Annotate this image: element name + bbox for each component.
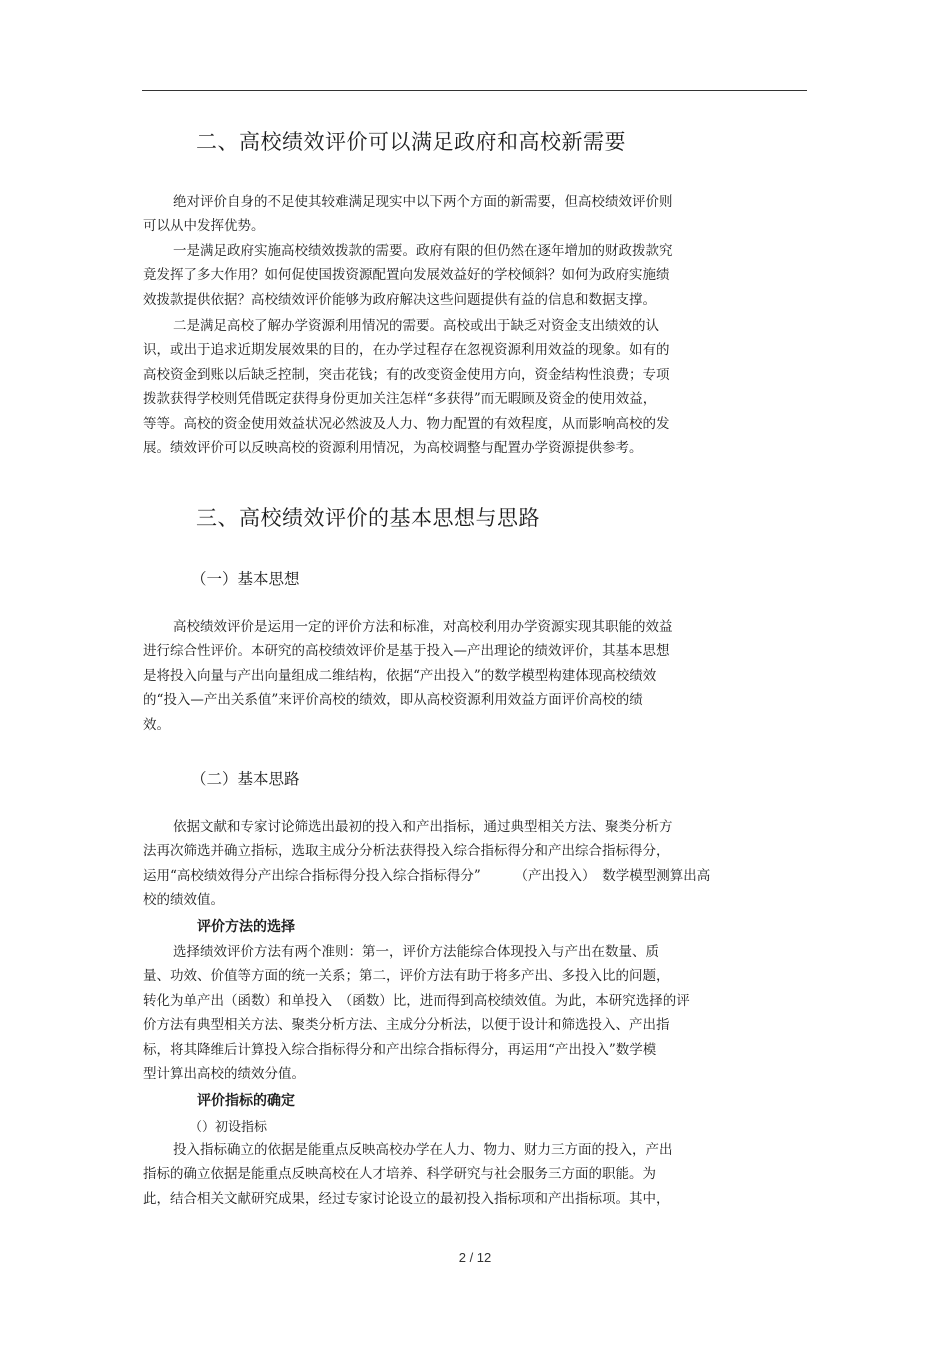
section-2-paragraph-3 xyxy=(143,314,793,460)
text-line: 绝对评价自身的不足使其较难满足现实中以下两个方面的新需要，但高校绩效评价则 xyxy=(173,194,673,210)
indicator-determination-title: 评价指标的确定 xyxy=(197,1093,295,1109)
text-line: 二是满足高校了解办学资源利用情况的需要。高校或出于缺乏对资金支出绩效的认 xyxy=(173,318,659,334)
text-line: 等等。高校的资金使用效益状况必然波及人力、物力配置的有效程度，从而影响高校的发 xyxy=(143,415,670,432)
text-line: 选择绩效评价方法有两个准则：第一，评价方法能综合体现投入与产出在数量、质 xyxy=(173,944,659,960)
text-line: 的“投入—产出关系值”来评价高校的绩效，即从高校资源利用效益方面评价高校的绩 xyxy=(143,692,643,709)
text-line: 可以从中发挥优势。 xyxy=(143,218,265,235)
text-line: 指标的确立依据是能重点反映高校在人才培养、科学研究与社会服务三方面的职能。为 xyxy=(143,1166,656,1183)
text-line: 效拨款提供依据？高校绩效评价能够为政府解决这些问题提供有益的信息和数据支撑。 xyxy=(143,291,656,308)
section-2-paragraph-1 xyxy=(143,190,793,239)
text-line: 价方法有典型相关方法、聚类分析方法、主成分分析法，以便于设计和筛选投入、产出指 xyxy=(143,1017,670,1034)
initial-indicators-title: （）初设指标 xyxy=(189,1120,268,1135)
text-line: 校的绩效值。 xyxy=(143,892,224,909)
text-line: 转化为单产出（函数）和单投入 （函数）比，进而得到高校绩效值。为此，本研究选择的评 xyxy=(143,992,690,1009)
text-line: 进行综合性评价。本研究的高校绩效评价是基于投入—产出理论的绩效评价，其基本思想 xyxy=(143,643,670,660)
basic-idea-paragraph xyxy=(143,615,793,737)
section-2-title: 二、高校绩效评价可以满足政府和高校新需要 xyxy=(196,130,626,154)
page-number: 2 / 12 xyxy=(458,1250,492,1265)
text-line: 竟发挥了多大作用？如何促使国拨资源配置向发展效益好的学校倾斜？如何为政府实施绩 xyxy=(143,267,670,284)
text-line: 投入指标确立的依据是能重点反映高校办学在人力、物力、财力三方面的投入，产出 xyxy=(173,1142,673,1158)
subsection-basic-approach-title: （二）基本思路 xyxy=(191,770,300,788)
text-line: 一是满足政府实施高校绩效拨款的需要。政府有限的但仍然在逐年增加的财政拨款究 xyxy=(173,243,673,259)
text-line: 标，将其降维后计算投入综合指标得分和产出综合指标得分，再运用“产出投入”数学模 xyxy=(143,1041,657,1058)
header-rule xyxy=(142,90,807,91)
text-line: 效。 xyxy=(143,716,170,733)
text-line: 是将投入向量与产出向量组成二维结构，依据“产出投入”的数学模型构建体现高校绩效 xyxy=(143,667,657,684)
text-line: 展。绩效评价可以反映高校的资源利用情况，为高校调整与配置办学资源提供参考。 xyxy=(143,439,643,456)
section-3-title: 三、高校绩效评价的基本思想与思路 xyxy=(196,506,540,530)
method-selection-paragraph xyxy=(143,940,793,1086)
text-line: 量、功效、价值等方面的统一关系；第二，评价方法有助于将多产出、多投入比的问题， xyxy=(143,968,670,985)
text-line: 此，结合相关文献研究成果，经过专家讨论设立的最初投入指标项和产出指标项。其中， xyxy=(143,1190,670,1207)
method-selection-title: 评价方法的选择 xyxy=(197,919,295,935)
text-line: 高校绩效评价是运用一定的评价方法和标准，对高校利用办学资源实现其职能的效益 xyxy=(173,619,673,635)
section-2-paragraph-2 xyxy=(143,239,793,312)
basic-approach-paragraph xyxy=(143,815,793,913)
text-line: 识，或出于追求近期发展效果的目的，在办学过程存在忽视资源利用效益的现象。如有的 xyxy=(143,342,670,359)
text-line: 拨款获得学校则凭借既定获得身份更加关注怎样“多获得”而无暇顾及资金的使用效益， xyxy=(143,391,657,408)
text-line: 依据文献和专家讨论筛选出最初的投入和产出指标，通过典型相关方法、聚类分析方 xyxy=(173,819,673,835)
text-line: 运用“高校绩效得分产出综合指标得分投入综合指标得分” （产出投入） 数学模型测算出高 xyxy=(143,867,711,884)
subsection-basic-idea-title: （一）基本思想 xyxy=(191,570,300,588)
initial-indicators-paragraph xyxy=(143,1138,793,1211)
text-line: 型计算出高校的绩效分值。 xyxy=(143,1065,305,1082)
text-line: 高校资金到账以后缺乏控制，突击花钱；有的改变资金使用方向，资金结构性浪费；专项 xyxy=(143,366,670,383)
text-line: 法再次筛选并确立指标，选取主成分分析法获得投入综合指标得分和产出综合指标得分， xyxy=(143,843,670,860)
